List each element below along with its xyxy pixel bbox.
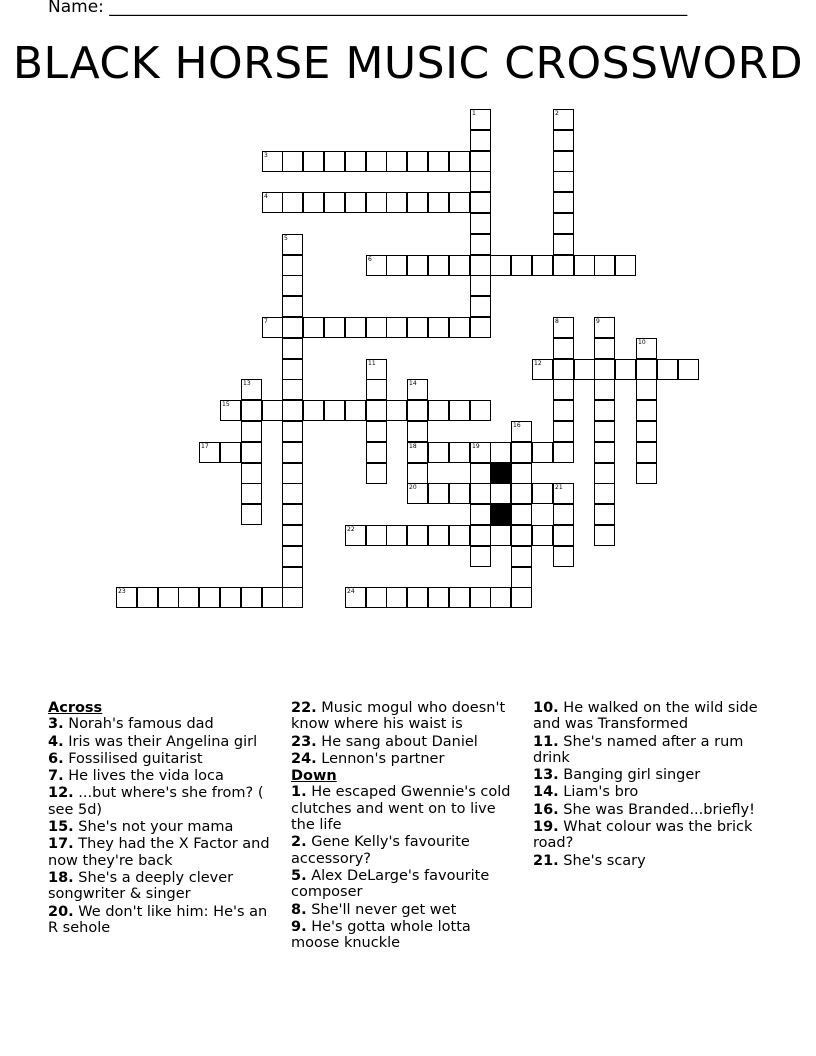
- grid-cell[interactable]: [553, 483, 574, 504]
- grid-cell[interactable]: [470, 317, 491, 338]
- clue-number-label: 16.: [533, 801, 559, 818]
- black-square: [490, 463, 511, 484]
- grid-cell[interactable]: [366, 463, 387, 484]
- clue-number: 14: [409, 380, 417, 387]
- grid-cell[interactable]: [407, 463, 428, 484]
- grid-cell[interactable]: [386, 151, 407, 172]
- clue-text: He's gotta whole lotta moose knuckle: [291, 918, 471, 952]
- clue-text: Lennon's partner: [321, 750, 445, 767]
- clue-item: [533, 802, 773, 818]
- grid-cell[interactable]: [345, 400, 366, 421]
- grid-cell[interactable]: [262, 587, 283, 608]
- clues-column-2: [291, 700, 519, 952]
- grid-cell[interactable]: [220, 442, 241, 463]
- clue-item: [291, 868, 519, 901]
- clue-text: She was Branded...briefly!: [563, 801, 755, 818]
- grid-cell[interactable]: [511, 463, 532, 484]
- clue-text: Alex DeLarge's favourite composer: [291, 867, 490, 901]
- grid-cell[interactable]: [470, 546, 491, 567]
- grid-cell[interactable]: [553, 421, 574, 442]
- clue-number-label: 23.: [291, 733, 317, 750]
- down-clue-list: [291, 784, 519, 951]
- grid-cell[interactable]: [282, 504, 303, 525]
- grid-cell[interactable]: [594, 359, 615, 380]
- clue-text: Banging girl singer: [563, 767, 701, 784]
- grid-cell[interactable]: [282, 483, 303, 504]
- clue-number-label: 11.: [533, 733, 559, 750]
- clue-text: Iris was their Angelina girl: [68, 733, 258, 750]
- clue-number-label: 15.: [48, 819, 74, 836]
- grid-cell[interactable]: [490, 587, 511, 608]
- grid-cell[interactable]: [428, 400, 449, 421]
- grid-cell[interactable]: [241, 379, 262, 400]
- clue-item: [48, 904, 276, 937]
- grid-cell[interactable]: [199, 442, 220, 463]
- grid-cell[interactable]: [553, 504, 574, 525]
- grid-cell[interactable]: [366, 317, 387, 338]
- grid-cell[interactable]: [594, 255, 615, 276]
- clue-item: [533, 734, 773, 767]
- clue-number: 2: [555, 110, 559, 117]
- grid-cell[interactable]: [428, 525, 449, 546]
- grid-cell[interactable]: [511, 587, 532, 608]
- clue-number-label: 14.: [533, 784, 559, 801]
- grid-cell[interactable]: [594, 421, 615, 442]
- grid-cell[interactable]: [407, 151, 428, 172]
- clue-item: [533, 853, 773, 869]
- clue-item: [291, 902, 519, 918]
- grid-cell[interactable]: [553, 213, 574, 234]
- grid-cell[interactable]: [470, 442, 491, 463]
- grid-cell[interactable]: [407, 317, 428, 338]
- grid-cell[interactable]: [532, 525, 553, 546]
- grid-cell[interactable]: [511, 421, 532, 442]
- clue-item: [291, 751, 519, 767]
- clue-item: [48, 716, 276, 732]
- grid-cell[interactable]: [282, 567, 303, 588]
- clue-text: She's scary: [563, 852, 646, 869]
- grid-cell[interactable]: [158, 587, 179, 608]
- grid-cell[interactable]: [282, 338, 303, 359]
- grid-cell[interactable]: [220, 587, 241, 608]
- grid-cell[interactable]: [366, 359, 387, 380]
- grid-cell[interactable]: [532, 359, 553, 380]
- grid-cell[interactable]: [449, 192, 470, 213]
- grid-cell[interactable]: [470, 525, 491, 546]
- grid-cell[interactable]: [386, 317, 407, 338]
- grid-cell[interactable]: [532, 442, 553, 463]
- grid-cell[interactable]: [470, 109, 491, 130]
- clue-number: 11: [368, 360, 376, 367]
- grid-cell[interactable]: [470, 504, 491, 525]
- grid-cell[interactable]: [594, 463, 615, 484]
- grid-cell[interactable]: [407, 587, 428, 608]
- grid-cell[interactable]: [636, 359, 657, 380]
- clues-column-1: [48, 700, 276, 937]
- grid-cell[interactable]: [511, 255, 532, 276]
- clue-text: He escaped Gwennie's cold clutches and went on to live the life: [291, 784, 511, 834]
- grid-cell[interactable]: [303, 317, 324, 338]
- clue-number: 15: [222, 401, 230, 408]
- grid-cell[interactable]: [678, 359, 699, 380]
- clue-item: [48, 836, 276, 869]
- clue-item: [533, 767, 773, 783]
- clue-number-label: 12.: [48, 785, 74, 802]
- grid-cell[interactable]: [636, 400, 657, 421]
- clue-number: 18: [409, 443, 417, 450]
- clue-text: He lives the vida loca: [68, 768, 224, 785]
- grid-cell[interactable]: [490, 525, 511, 546]
- grid-cell[interactable]: [553, 359, 574, 380]
- grid-cell[interactable]: [386, 400, 407, 421]
- clue-number: 4: [264, 193, 268, 200]
- page-title: BLACK HORSE MUSIC CROSSWORD: [12, 38, 804, 89]
- grid-cell[interactable]: [407, 379, 428, 400]
- grid-cell[interactable]: [407, 255, 428, 276]
- clue-item: [291, 784, 519, 833]
- clue-item: [48, 734, 276, 750]
- grid-cell[interactable]: [282, 463, 303, 484]
- clue-number-label: 8.: [291, 901, 307, 918]
- grid-cell[interactable]: [428, 317, 449, 338]
- grid-cell[interactable]: [386, 587, 407, 608]
- clue-number-label: 2.: [291, 834, 307, 851]
- grid-cell[interactable]: [366, 442, 387, 463]
- clue-number: 3: [264, 152, 268, 159]
- grid-cell[interactable]: [282, 525, 303, 546]
- grid-cell[interactable]: [470, 130, 491, 151]
- grid-cell[interactable]: [490, 483, 511, 504]
- grid-cell[interactable]: [636, 463, 657, 484]
- grid-cell[interactable]: [282, 421, 303, 442]
- grid-cell[interactable]: [407, 192, 428, 213]
- grid-cell[interactable]: [282, 400, 303, 421]
- grid-cell[interactable]: [282, 151, 303, 172]
- grid-cell[interactable]: [532, 483, 553, 504]
- grid-cell[interactable]: [470, 151, 491, 172]
- grid-cell[interactable]: [407, 483, 428, 504]
- grid-cell[interactable]: [241, 421, 262, 442]
- grid-cell[interactable]: [470, 192, 491, 213]
- clue-number: 20: [409, 484, 417, 491]
- clue-number-label: 3.: [48, 716, 64, 733]
- grid-cell[interactable]: [449, 151, 470, 172]
- grid-cell[interactable]: [220, 400, 241, 421]
- grid-cell[interactable]: [553, 400, 574, 421]
- grid-cell[interactable]: [553, 234, 574, 255]
- grid-cell[interactable]: [282, 379, 303, 400]
- clue-number: 10: [638, 339, 646, 346]
- clue-text: They had the X Factor and now they're back: [48, 836, 270, 869]
- grid-cell[interactable]: [615, 359, 636, 380]
- grid-cell[interactable]: [345, 317, 366, 338]
- grid-cell[interactable]: [470, 171, 491, 192]
- grid-cell[interactable]: [553, 546, 574, 567]
- clue-number: 16: [513, 422, 521, 429]
- grid-cell[interactable]: [553, 109, 574, 130]
- grid-cell[interactable]: [636, 421, 657, 442]
- grid-cell[interactable]: [303, 192, 324, 213]
- clue-number-label: 21.: [533, 852, 559, 869]
- grid-cell[interactable]: [282, 442, 303, 463]
- grid-cell[interactable]: [324, 151, 345, 172]
- grid-cell[interactable]: [449, 587, 470, 608]
- grid-cell[interactable]: [553, 171, 574, 192]
- clues-column-3: [533, 700, 773, 870]
- grid-cell[interactable]: [490, 442, 511, 463]
- grid-cell[interactable]: [449, 317, 470, 338]
- grid-cell[interactable]: [428, 255, 449, 276]
- clue-text: Fossilised guitarist: [68, 750, 203, 767]
- grid-cell[interactable]: [553, 525, 574, 546]
- grid-cell[interactable]: [303, 151, 324, 172]
- grid-cell[interactable]: [615, 255, 636, 276]
- grid-cell[interactable]: [345, 525, 366, 546]
- grid-cell[interactable]: [511, 567, 532, 588]
- grid-cell[interactable]: [553, 317, 574, 338]
- clue-text: Music mogul who doesn't know where his waist is: [291, 700, 506, 733]
- grid-cell[interactable]: [636, 379, 657, 400]
- grid-cell[interactable]: [241, 483, 262, 504]
- grid-cell[interactable]: [511, 546, 532, 567]
- grid-cell[interactable]: [470, 463, 491, 484]
- grid-cell[interactable]: [594, 338, 615, 359]
- clue-text: She's named after a rum drink: [533, 733, 744, 766]
- clue-text: He sang about Daniel: [321, 733, 478, 750]
- grid-cell[interactable]: [553, 192, 574, 213]
- across-clue-list: [48, 716, 276, 936]
- grid-cell[interactable]: [262, 151, 283, 172]
- grid-cell[interactable]: [594, 442, 615, 463]
- grid-cell[interactable]: [324, 400, 345, 421]
- clue-item: [48, 819, 276, 835]
- grid-cell[interactable]: [282, 317, 303, 338]
- clue-number: 13: [243, 380, 251, 387]
- clue-number-label: 4.: [48, 733, 64, 750]
- clue-item: [291, 700, 519, 733]
- grid-cell[interactable]: [407, 442, 428, 463]
- clue-item: [533, 784, 773, 800]
- grid-cell[interactable]: [470, 255, 491, 276]
- name-field[interactable]: Name: ____________________________________________________________________: [48, 0, 688, 17]
- grid-cell[interactable]: [241, 504, 262, 525]
- clue-text: ...but where's she from? ( see 5d): [48, 785, 264, 818]
- clue-text: What colour was the brick road?: [533, 819, 753, 852]
- clue-number: 23: [118, 588, 126, 595]
- clue-item: [533, 819, 773, 852]
- grid-cell[interactable]: [366, 421, 387, 442]
- clue-number: 24: [347, 588, 355, 595]
- clue-number-label: 13.: [533, 767, 559, 784]
- grid-cell[interactable]: [553, 338, 574, 359]
- clue-item: [291, 834, 519, 867]
- clue-number-label: 24.: [291, 750, 317, 767]
- grid-cell[interactable]: [366, 400, 387, 421]
- grid-cell[interactable]: [428, 192, 449, 213]
- grid-cell[interactable]: [262, 317, 283, 338]
- clue-number: 7: [264, 318, 268, 325]
- grid-cell[interactable]: [594, 317, 615, 338]
- grid-cell[interactable]: [282, 275, 303, 296]
- grid-cell[interactable]: [470, 275, 491, 296]
- grid-cell[interactable]: [386, 192, 407, 213]
- grid-cell[interactable]: [511, 483, 532, 504]
- grid-cell[interactable]: [532, 255, 553, 276]
- clue-number: 19: [472, 443, 480, 450]
- clue-number-label: 18.: [48, 869, 74, 886]
- grid-cell[interactable]: [345, 192, 366, 213]
- clue-item: [291, 734, 519, 750]
- grid-cell[interactable]: [428, 483, 449, 504]
- clue-number: 22: [347, 526, 355, 533]
- grid-cell[interactable]: [241, 442, 262, 463]
- grid-cell[interactable]: [594, 504, 615, 525]
- grid-cell[interactable]: [511, 504, 532, 525]
- clue-text: She's not your mama: [78, 819, 234, 836]
- grid-cell[interactable]: [594, 483, 615, 504]
- clue-item: [48, 870, 276, 903]
- clue-number: 6: [368, 256, 372, 263]
- clue-number: 1: [472, 110, 476, 117]
- grid-cell[interactable]: [282, 546, 303, 567]
- grid-cell[interactable]: [407, 400, 428, 421]
- clue-number-label: 22.: [291, 700, 317, 716]
- grid-cell[interactable]: [366, 379, 387, 400]
- clue-number-label: 6.: [48, 750, 64, 767]
- grid-cell[interactable]: [553, 130, 574, 151]
- grid-cell[interactable]: [262, 400, 283, 421]
- grid-cell[interactable]: [282, 255, 303, 276]
- grid-cell[interactable]: [241, 587, 262, 608]
- grid-cell[interactable]: [303, 400, 324, 421]
- grid-cell[interactable]: [428, 442, 449, 463]
- across-clue-list-continued: [291, 700, 519, 767]
- grid-cell[interactable]: [282, 296, 303, 317]
- grid-cell[interactable]: [553, 379, 574, 400]
- clue-number: 17: [201, 443, 209, 450]
- clue-number: 5: [284, 235, 288, 242]
- grid-cell[interactable]: [657, 359, 678, 380]
- grid-cell[interactable]: [324, 317, 345, 338]
- clue-number-label: 10.: [533, 700, 559, 716]
- clue-text: Liam's bro: [563, 784, 639, 801]
- grid-cell[interactable]: [386, 255, 407, 276]
- grid-cell[interactable]: [137, 587, 158, 608]
- clue-number-label: 5.: [291, 867, 307, 884]
- grid-cell[interactable]: [324, 192, 345, 213]
- clue-number-label: 20.: [48, 903, 74, 920]
- grid-cell[interactable]: [366, 525, 387, 546]
- grid-cell[interactable]: [553, 255, 574, 276]
- clue-number-label: 1.: [291, 784, 307, 801]
- clue-number: 12: [534, 360, 542, 367]
- grid-cell[interactable]: [636, 338, 657, 359]
- clue-number: 21: [555, 484, 563, 491]
- grid-cell[interactable]: [199, 587, 220, 608]
- grid-cell[interactable]: [449, 525, 470, 546]
- clue-text: He walked on the wild side and was Transformed: [533, 700, 758, 733]
- clue-text: She's a deeply clever songwriter & singer: [48, 869, 234, 903]
- black-square: [490, 504, 511, 525]
- grid-cell[interactable]: [366, 587, 387, 608]
- grid-cell[interactable]: [470, 400, 491, 421]
- clue-text: Norah's famous dad: [68, 716, 214, 733]
- grid-cell[interactable]: [386, 525, 407, 546]
- clue-item: [48, 751, 276, 767]
- grid-cell[interactable]: [449, 483, 470, 504]
- grid-cell[interactable]: [407, 525, 428, 546]
- down-clue-list-continued: [533, 700, 773, 869]
- grid-cell[interactable]: [470, 234, 491, 255]
- grid-cell[interactable]: [282, 234, 303, 255]
- clue-text: We don't like him: He's an R sehole: [48, 903, 268, 936]
- clue-item: [291, 919, 519, 952]
- grid-cell[interactable]: [449, 442, 470, 463]
- grid-cell[interactable]: [345, 151, 366, 172]
- grid-cell[interactable]: [511, 442, 532, 463]
- grid-cell[interactable]: [470, 587, 491, 608]
- grid-cell[interactable]: [241, 400, 262, 421]
- clue-number-label: 19.: [533, 819, 559, 836]
- grid-cell[interactable]: [574, 255, 595, 276]
- clue-number: 8: [555, 318, 559, 325]
- clue-item: [48, 768, 276, 784]
- grid-cell[interactable]: [553, 151, 574, 172]
- clue-number-label: 17.: [48, 836, 74, 853]
- across-heading: Across: [48, 700, 103, 716]
- grid-cell[interactable]: [116, 587, 137, 608]
- grid-cell[interactable]: [470, 483, 491, 504]
- down-heading: Down: [291, 768, 337, 785]
- grid-cell[interactable]: [449, 400, 470, 421]
- grid-cell[interactable]: [553, 442, 574, 463]
- grid-cell[interactable]: [511, 525, 532, 546]
- grid-cell[interactable]: [636, 442, 657, 463]
- grid-cell[interactable]: [366, 151, 387, 172]
- grid-cell[interactable]: [241, 463, 262, 484]
- grid-cell[interactable]: [366, 192, 387, 213]
- clue-text: She'll never get wet: [311, 901, 457, 918]
- grid-cell[interactable]: [262, 192, 283, 213]
- grid-cell[interactable]: [594, 379, 615, 400]
- grid-cell[interactable]: [594, 525, 615, 546]
- clue-number: 9: [596, 318, 600, 325]
- grid-cell[interactable]: [470, 213, 491, 234]
- clue-text: Gene Kelly's favourite accessory?: [291, 834, 470, 867]
- grid-cell[interactable]: [428, 151, 449, 172]
- grid-cell[interactable]: [282, 587, 303, 608]
- clue-item: [533, 700, 773, 733]
- grid-cell[interactable]: [449, 255, 470, 276]
- clue-number-label: 9.: [291, 918, 307, 935]
- grid-cell[interactable]: [428, 587, 449, 608]
- grid-cell[interactable]: [594, 400, 615, 421]
- grid-cell[interactable]: [366, 255, 387, 276]
- grid-cell[interactable]: [178, 587, 199, 608]
- grid-cell[interactable]: [407, 421, 428, 442]
- grid-cell[interactable]: [282, 359, 303, 380]
- grid-cell[interactable]: [345, 587, 366, 608]
- grid-cell[interactable]: [282, 192, 303, 213]
- grid-cell[interactable]: [574, 359, 595, 380]
- clue-item: [48, 785, 276, 818]
- grid-cell[interactable]: [470, 296, 491, 317]
- clue-number-label: 7.: [48, 768, 64, 785]
- grid-cell[interactable]: [490, 255, 511, 276]
